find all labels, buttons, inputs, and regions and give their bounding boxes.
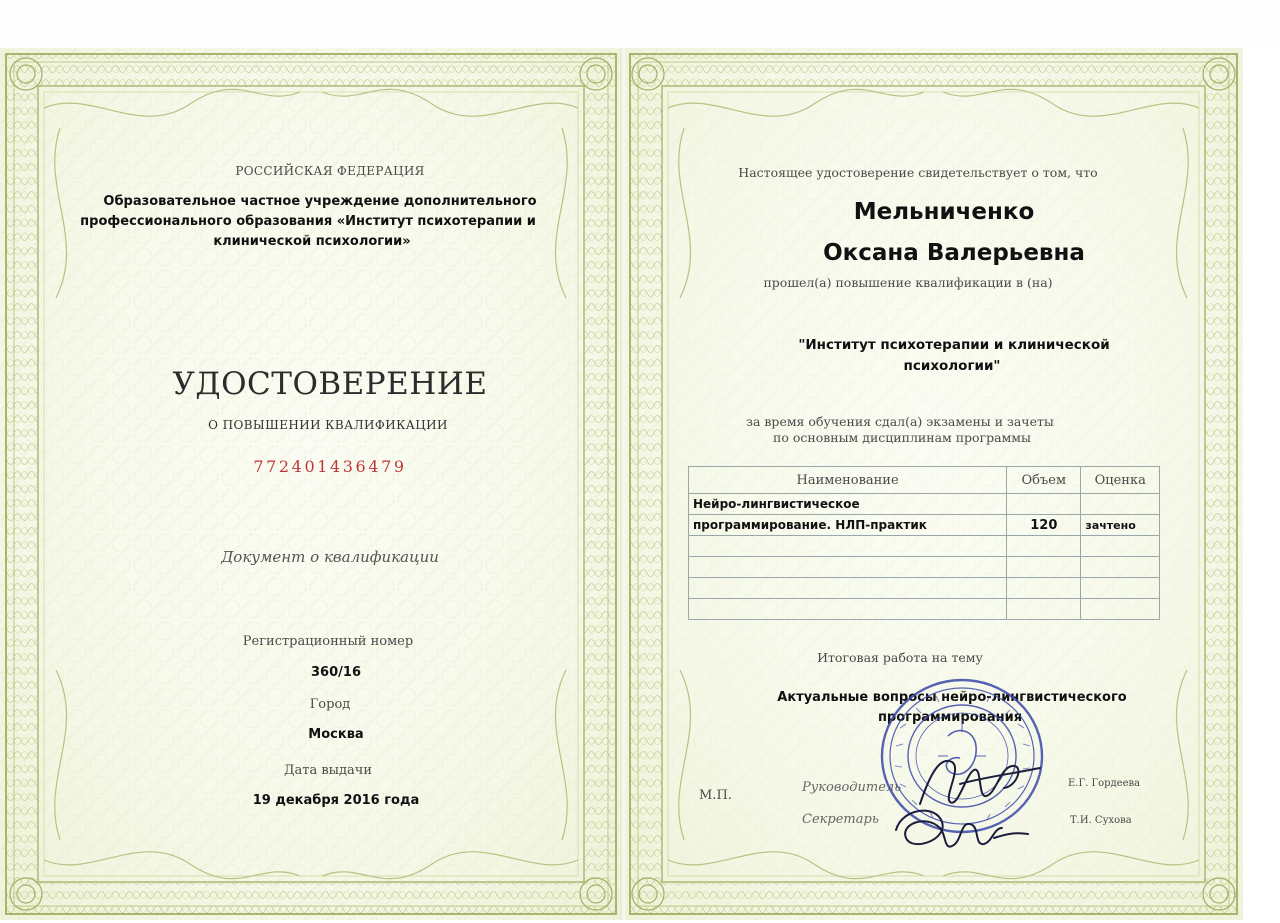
header-name: Наименование xyxy=(689,467,1007,494)
secretary-label: Секретарь xyxy=(802,812,879,827)
issue-date: 19 декабря 2016 года xyxy=(252,793,420,808)
empty-cell xyxy=(1081,494,1160,515)
country-heading: РОССИЙСКАЯ ФЕДЕРАЦИЯ xyxy=(235,164,425,178)
final-work-topic-line-1: Актуальные вопросы нейро-лингвистического xyxy=(777,690,1127,705)
institution-line-1: Образовательное частное учреждение дополнительного xyxy=(103,194,537,209)
document-title: УДОСТОВЕРЕНИЕ xyxy=(172,366,488,402)
document-subtitle: О ПОВЫШЕНИИ КВАЛИФИКАЦИИ xyxy=(208,418,448,432)
city: Москва xyxy=(308,727,364,742)
exams-text-line-2: по основным дисциплинам программы xyxy=(773,430,1031,445)
subjects-table xyxy=(688,466,1160,620)
registration-number: 360/16 xyxy=(311,665,361,680)
ornamental-frame xyxy=(0,48,622,920)
table-row xyxy=(689,578,1160,599)
certificate-left-page xyxy=(0,48,622,920)
institute-line-1: "Институт психотерапии и клинической xyxy=(798,337,1110,353)
subject-name-line-1: Нейро-лингвистическое xyxy=(689,494,1007,515)
table-row xyxy=(689,536,1160,557)
head-name: Е.Г. Гордеева xyxy=(1068,778,1141,789)
table-row xyxy=(689,494,1160,515)
serial-number: 772401436479 xyxy=(253,457,407,476)
document-type: Документ о квалификации xyxy=(221,548,439,566)
table-row xyxy=(689,599,1160,620)
subject-name-line-2: программирование. НЛП-практик xyxy=(689,515,1007,536)
header-grade: Оценка xyxy=(1081,467,1160,494)
institution-line-2: профессионального образования «Институт психотерапии и xyxy=(80,214,536,229)
subject-grade: зачтено xyxy=(1081,515,1160,536)
table-row xyxy=(689,557,1160,578)
final-work-topic-line-2: программирования xyxy=(877,710,1023,725)
city-label: Город xyxy=(309,697,351,712)
exams-text-line-1: за время обучения сдал(а) экзамены и зачеты xyxy=(746,414,1054,429)
certify-intro: Настоящее удостоверение свидетельствует о том, что xyxy=(738,165,1098,180)
seal-place-label: М.П. xyxy=(699,788,732,803)
scan-margin xyxy=(0,0,1280,48)
passed-training-text: прошел(а) повышение квалификации в (на) xyxy=(763,275,1053,290)
institute-line-2: психологии" xyxy=(903,358,1001,374)
secretary-name: Т.И. Сухова xyxy=(1070,815,1132,826)
header-hours: Объем xyxy=(1007,467,1081,494)
holder-surname: Мельниченко xyxy=(853,199,1035,225)
institution-line-3: клинической психологии» xyxy=(213,234,411,249)
issue-date-label: Дата выдачи xyxy=(283,763,373,778)
secretary-signature xyxy=(882,794,1032,874)
empty-cell xyxy=(1007,494,1081,515)
registration-number-label: Регистрационный номер xyxy=(242,634,414,649)
holder-given-names: Оксана Валерьевна xyxy=(823,240,1085,266)
table-header-row xyxy=(689,467,1160,494)
table-row xyxy=(689,515,1160,536)
final-work-label: Итоговая работа на тему xyxy=(817,650,983,665)
head-label: Руководитель xyxy=(802,780,902,795)
subject-hours: 120 xyxy=(1007,515,1081,536)
